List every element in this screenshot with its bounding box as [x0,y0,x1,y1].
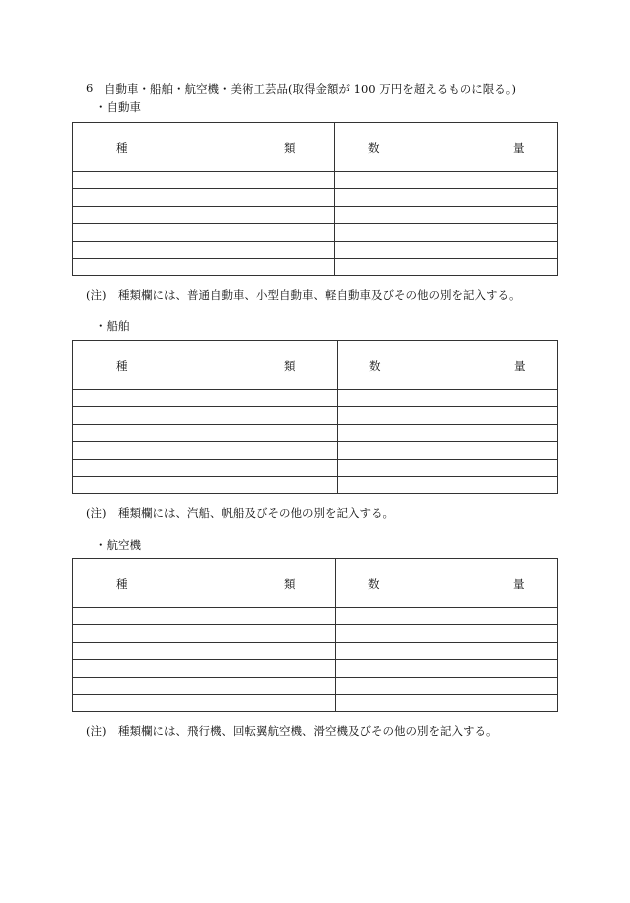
table-row [73,625,558,642]
quantity-cell[interactable] [338,476,558,493]
quantity-header: 数 量 [338,341,558,390]
kind-cell[interactable] [73,172,335,189]
quantity-cell[interactable] [338,442,558,459]
quantity-cell[interactable] [335,189,558,206]
section-heading: 自動車・船舶・航空機・美術工芸品(取得金額が 100 万円を超えるものに限る。) [104,82,516,96]
kind-cell[interactable] [73,442,338,459]
kind-cell[interactable] [73,189,335,206]
table-header-row [73,559,558,608]
quantity-cell[interactable] [336,677,558,694]
table-row [73,258,558,275]
table-row [73,241,558,258]
quantity-cell[interactable] [338,390,558,407]
table-row [73,390,558,407]
kind-cell[interactable] [73,677,336,694]
table-row [73,172,558,189]
table-row [73,224,558,241]
kind-cell[interactable] [73,206,335,223]
kind-cell[interactable] [73,694,336,711]
quantity-cell[interactable] [336,608,558,625]
table-row [73,608,558,625]
quantity-cell[interactable] [338,459,558,476]
table-row [73,407,558,424]
aircraft-table [72,558,558,712]
kind-cell[interactable] [73,660,336,677]
quantity-cell[interactable] [335,172,558,189]
kind-header: 種 類 [73,123,335,172]
table-row [73,424,558,441]
table-row [73,206,558,223]
table-row [73,642,558,659]
quantity-cell[interactable] [338,424,558,441]
kind-cell[interactable] [73,642,336,659]
kind-cell[interactable] [73,407,338,424]
ship-table [72,340,558,494]
table-row [73,660,558,677]
quantity-cell[interactable] [335,241,558,258]
automobile-table [72,122,558,276]
kind-cell[interactable] [73,459,338,476]
section-number: 6 [86,81,94,95]
ship-label: ・船舶 [95,319,130,333]
quantity-cell[interactable] [335,224,558,241]
table-row [73,459,558,476]
aircraft-note: (注) 種類欄には、飛行機、回転翼航空機、滑空機及びその他の別を記入する。 [86,724,498,738]
kind-cell[interactable] [73,625,336,642]
quantity-cell[interactable] [336,642,558,659]
quantity-cell[interactable] [335,258,558,275]
table-row [73,694,558,711]
ship-note: (注) 種類欄には、汽船、帆船及びその他の別を記入する。 [86,506,394,520]
kind-cell[interactable] [73,241,335,258]
quantity-header: 数 量 [335,123,558,172]
quantity-cell[interactable] [336,660,558,677]
kind-cell[interactable] [73,224,335,241]
kind-cell[interactable] [73,608,336,625]
automobile-note: (注) 種類欄には、普通自動車、小型自動車、軽自動車及びその他の別を記入する。 [86,288,521,302]
table-row [73,677,558,694]
quantity-cell[interactable] [335,206,558,223]
quantity-cell[interactable] [338,407,558,424]
kind-cell[interactable] [73,258,335,275]
kind-cell[interactable] [73,476,338,493]
aircraft-label: ・航空機 [95,538,141,552]
table-header-row [73,123,558,172]
kind-header: 種 類 [73,559,336,608]
quantity-header: 数 量 [336,559,558,608]
table-row [73,476,558,493]
kind-cell[interactable] [73,390,338,407]
table-row [73,442,558,459]
kind-cell[interactable] [73,424,338,441]
automobile-label: ・自動車 [95,100,141,114]
table-header-row [73,341,558,390]
kind-header: 種 類 [73,341,338,390]
quantity-cell[interactable] [336,694,558,711]
table-row [73,189,558,206]
quantity-cell[interactable] [336,625,558,642]
